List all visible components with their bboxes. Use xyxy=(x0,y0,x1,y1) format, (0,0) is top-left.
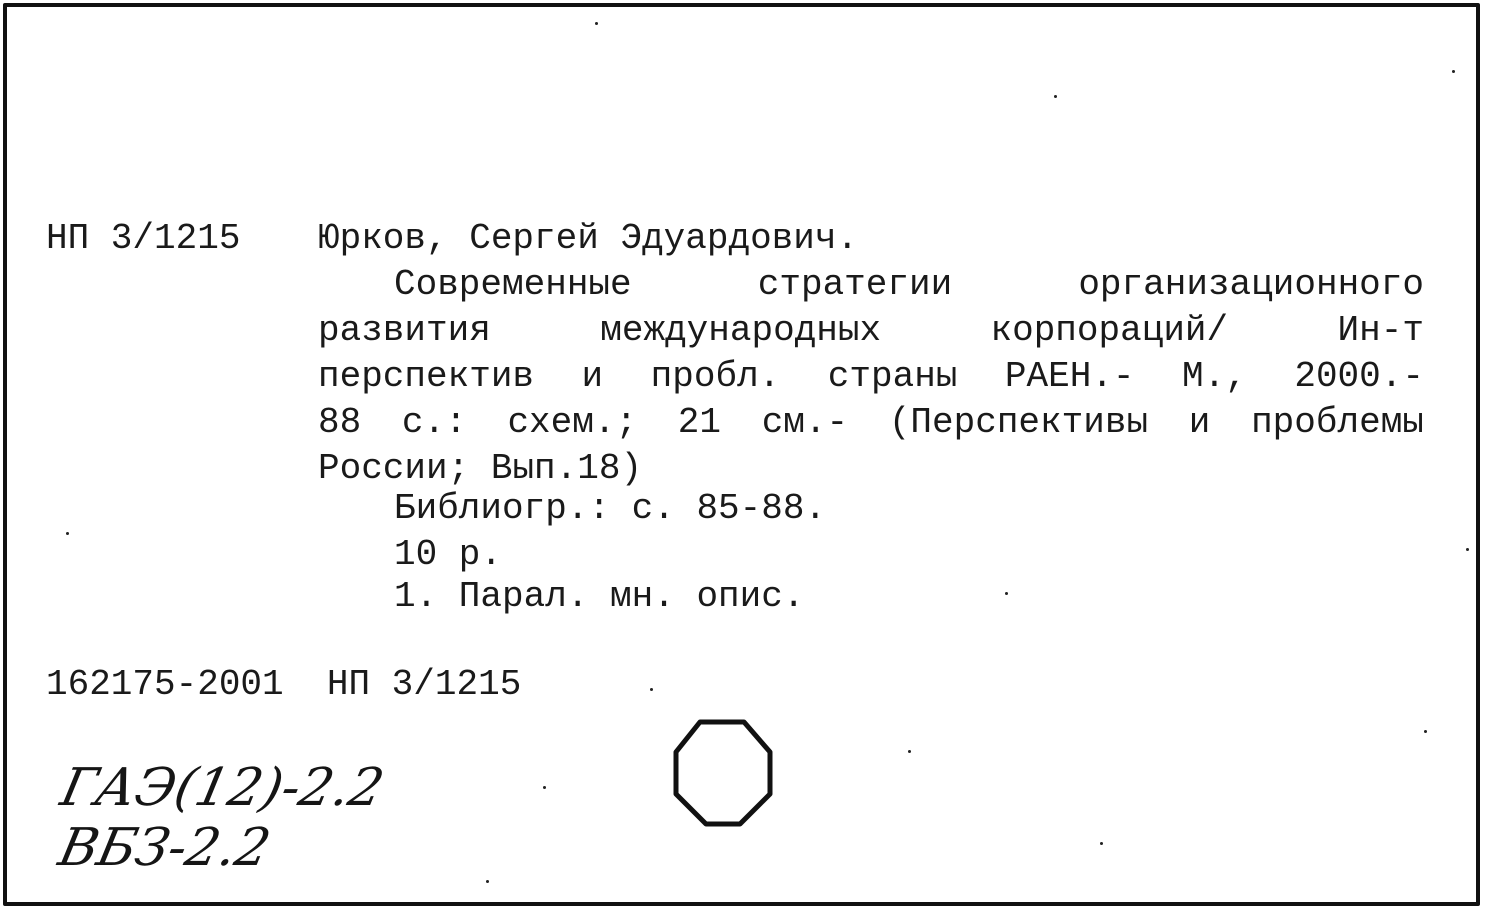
speck xyxy=(908,750,911,753)
word: с.: xyxy=(401,402,467,443)
speck xyxy=(486,880,489,883)
price-note: 10 р. xyxy=(394,534,503,575)
inventory-number: 162175-2001 xyxy=(46,664,284,705)
description-line-3 xyxy=(318,354,1424,400)
word: М., xyxy=(1182,356,1247,397)
speck xyxy=(595,22,598,25)
speck xyxy=(1466,548,1469,551)
speck xyxy=(1452,70,1455,73)
inventory-line xyxy=(46,662,521,708)
handwritten-classification-1: ГАЭ(12)-2.2 xyxy=(55,758,389,818)
word: перспектив xyxy=(318,356,535,397)
word: и xyxy=(1188,402,1211,443)
description-line-2 xyxy=(318,308,1424,354)
handwritten-classification-2: ВБЗ-2.2 xyxy=(53,818,276,878)
word: России; xyxy=(318,448,470,489)
word: схем.; xyxy=(507,402,638,443)
speck xyxy=(1424,730,1427,733)
speck xyxy=(1005,592,1008,595)
word: стратегии xyxy=(757,264,953,305)
word: развития xyxy=(318,310,491,351)
shelf-mark: НП 3/1215 xyxy=(46,218,241,259)
word: организационного xyxy=(1078,264,1424,305)
word: и xyxy=(581,356,604,397)
word: 21 xyxy=(677,402,721,443)
description-block xyxy=(318,262,1424,492)
word: 88 xyxy=(318,402,362,443)
word: пробл. xyxy=(650,356,781,397)
speck xyxy=(66,532,69,535)
word: Ин-т xyxy=(1337,310,1424,351)
word: Современные xyxy=(394,264,632,305)
word: Вып.18) xyxy=(490,448,643,489)
description-line-4 xyxy=(318,400,1424,446)
word: страны xyxy=(827,356,958,397)
subject-entry: 1. Парал. мн. опис. xyxy=(394,576,805,617)
word: 2000.- xyxy=(1294,356,1424,397)
word: (Перспективы xyxy=(888,402,1149,443)
speck xyxy=(650,688,653,691)
description-line-1 xyxy=(318,262,1424,308)
word: проблемы xyxy=(1251,402,1424,443)
word: корпораций/ xyxy=(990,310,1229,351)
word: международных xyxy=(600,310,882,351)
word: см.- xyxy=(761,402,849,443)
word: РАЕН.- xyxy=(1004,356,1135,397)
author-heading: Юрков, Сергей Эдуардович. xyxy=(318,218,859,259)
speck xyxy=(543,786,546,789)
speck xyxy=(1100,842,1103,845)
inventory-shelf-mark: НП 3/1215 xyxy=(326,664,522,705)
speck xyxy=(1054,95,1057,98)
punch-hole-circle xyxy=(668,716,778,832)
bibliography-note: Библиогр.: с. 85-88. xyxy=(394,488,827,529)
